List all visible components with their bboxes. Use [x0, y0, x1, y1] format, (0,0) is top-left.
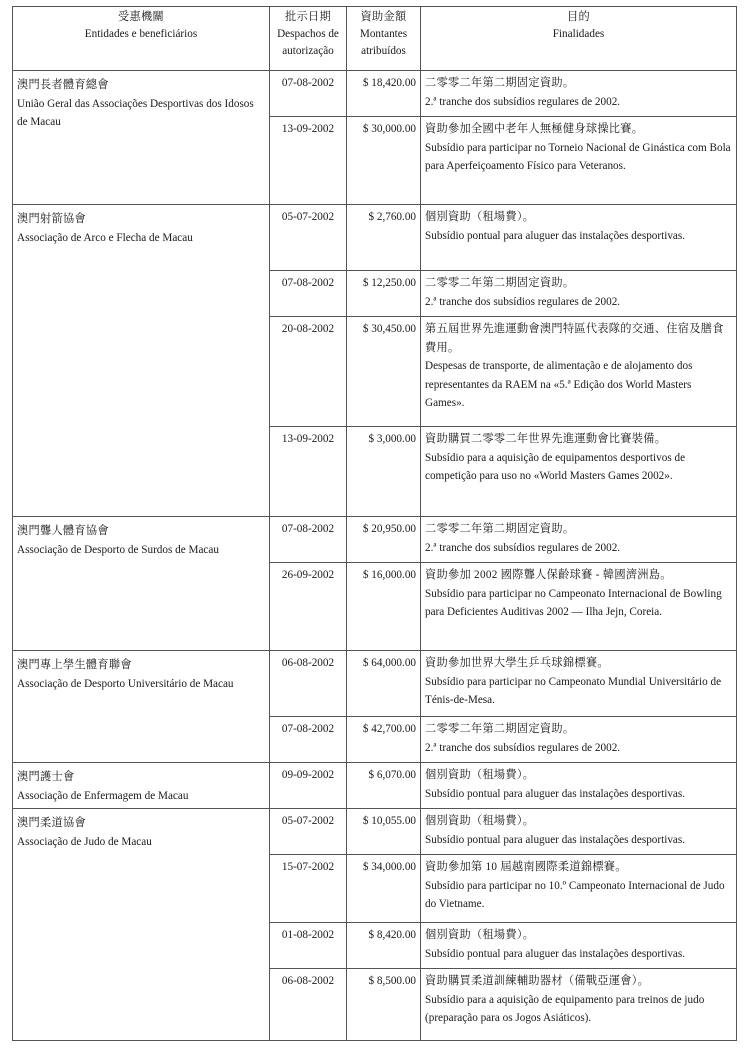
entity-name-zh: 澳門護士會 [17, 771, 75, 783]
date-cell: 06-08-2002 [270, 651, 347, 717]
purpose-cell [421, 71, 737, 117]
purpose-cell [421, 763, 737, 809]
header-date [270, 7, 347, 71]
purpose-pt: Despesas de transporte, de alimentação e de alojamento dos representantes da RAEM na «5.ª Edição dos World Masters Games». [425, 360, 693, 409]
entity-name-zh: 澳門長者體育總會 [17, 79, 109, 91]
amount-cell: $ 10,055.00 [347, 809, 421, 855]
amount-cell: $ 20,950.00 [347, 517, 421, 563]
purpose-pt: 2.ª tranche dos subsídios regulares de 2002. [425, 95, 621, 108]
entity-name-pt: Associação de Desporto Universitário de Macau [17, 677, 234, 690]
amount-cell: $ 42,700.00 [347, 717, 421, 763]
amount-cell: $ 34,000.00 [347, 855, 421, 923]
purpose-zh: 二零零二年第二期固定資助。 [425, 523, 575, 535]
purpose-zh: 個別資助（租場費）。 [425, 211, 535, 223]
amount-cell: $ 6,070.00 [347, 763, 421, 809]
entity-cell [13, 71, 270, 205]
purpose-cell [421, 809, 737, 855]
header-purpose-pt: Finalidades [552, 28, 605, 40]
purpose-cell [421, 651, 737, 717]
purpose-zh: 個別資助（租場費）。 [425, 815, 535, 827]
amount-cell: $ 8,420.00 [347, 923, 421, 969]
amount-cell: $ 64,000.00 [347, 651, 421, 717]
header-entities-zh: 受惠機關 [118, 11, 164, 23]
purpose-pt: Subsídio pontual para aluguer das instalações desportivas. [425, 833, 686, 846]
date-cell: 26-09-2002 [270, 563, 347, 651]
header-entities [13, 7, 270, 71]
purpose-cell [421, 271, 737, 317]
purpose-pt: Subsídio pontual para aluguer das instalações desportivas. [425, 229, 686, 242]
date-cell: 13-09-2002 [270, 117, 347, 205]
table-row [13, 205, 737, 271]
entity-name-pt: Associação de Desporto de Surdos de Macau [17, 543, 219, 556]
amount-cell: $ 12,250.00 [347, 271, 421, 317]
purpose-pt: 2.ª tranche dos subsídios regulares de 2002. [425, 295, 621, 308]
date-cell: 06-08-2002 [270, 969, 347, 1041]
purpose-zh: 資助參加全國中老年人無極健身球操比賽。 [425, 123, 644, 135]
entity-cell [13, 205, 270, 517]
purpose-zh: 資助參加世界大學生乒乓球錦標賽。 [425, 657, 609, 669]
table-body [13, 71, 737, 1041]
amount-cell: $ 8,500.00 [347, 969, 421, 1041]
purpose-cell [421, 717, 737, 763]
header-amount [347, 7, 421, 71]
entity-name-zh: 澳門射箭協會 [17, 213, 86, 225]
amount-cell: $ 18,420.00 [347, 71, 421, 117]
entity-cell [13, 517, 270, 651]
date-cell: 09-09-2002 [270, 763, 347, 809]
entity-name-pt: Associação de Enfermagem de Macau [17, 789, 189, 802]
purpose-zh: 二零零二年第二期固定資助。 [425, 723, 575, 735]
entity-name-zh: 澳門聾人體育協會 [17, 525, 109, 537]
purpose-cell [421, 317, 737, 427]
purpose-pt: Subsídio pontual para aluguer das instalações desportivas. [425, 947, 686, 960]
header-date-pt: Despachos de autorização [277, 28, 339, 57]
purpose-zh: 第五屆世界先進運動會澳門特區代表隊的交通、住宿及膳食費用。 [425, 323, 724, 354]
date-cell: 07-08-2002 [270, 717, 347, 763]
purpose-cell [421, 923, 737, 969]
date-cell: 07-08-2002 [270, 517, 347, 563]
table-row [13, 71, 737, 117]
amount-cell: $ 30,000.00 [347, 117, 421, 205]
entity-name-pt: União Geral das Associações Desportivas dos Idosos de Macau [17, 97, 254, 128]
entity-cell [13, 651, 270, 763]
purpose-zh: 個別資助（租場費）。 [425, 929, 535, 941]
purpose-zh: 資助參加 2002 國際聾人保齡球賽 - 韓國濟洲島。 [425, 569, 672, 581]
amount-cell: $ 16,000.00 [347, 563, 421, 651]
entity-name-pt: Associação de Judo de Macau [17, 835, 152, 848]
amount-cell: $ 30,450.00 [347, 317, 421, 427]
header-date-zh: 批示日期 [285, 11, 331, 23]
entity-cell [13, 809, 270, 1041]
table-row [13, 517, 737, 563]
table-header [13, 7, 737, 71]
date-cell: 01-08-2002 [270, 923, 347, 969]
purpose-zh: 資助參加第 10 屆越南國際柔道錦標賽。 [425, 861, 627, 873]
entity-cell [13, 763, 270, 809]
purpose-pt: 2.ª tranche dos subsídios regulares de 2002. [425, 541, 621, 554]
purpose-pt: 2.ª tranche dos subsídios regulares de 2002. [425, 741, 621, 754]
table-row [13, 763, 737, 809]
purpose-zh: 資助購買柔道訓練輔助器材（備戰亞運會）。 [425, 975, 650, 987]
date-cell: 15-07-2002 [270, 855, 347, 923]
date-cell: 20-08-2002 [270, 317, 347, 427]
purpose-pt: Subsídio para participar no Torneio Nacional de Ginástica com Bola para Aperfeiçoamento Físico para Veteranos. [425, 141, 731, 172]
date-cell: 05-07-2002 [270, 809, 347, 855]
purpose-cell [421, 563, 737, 651]
purpose-zh: 資助購買二零零二年世界先進運動會比賽裝備。 [425, 433, 667, 445]
header-amount-zh: 資助金額 [360, 11, 407, 23]
purpose-pt: Subsídio para a aquisição de equipamento para treinos de judo (preparação para os Jogos Asiáticos). [425, 993, 705, 1024]
table-row [13, 651, 737, 717]
date-cell: 07-08-2002 [270, 271, 347, 317]
subsidy-table [12, 6, 737, 1041]
date-cell: 05-07-2002 [270, 205, 347, 271]
purpose-cell [421, 205, 737, 271]
purpose-pt: Subsídio para participar no Campeonato Mundial Universitário de Ténis-de-Mesa. [425, 675, 722, 706]
purpose-zh: 個別資助（租場費）。 [425, 769, 535, 781]
purpose-pt: Subsídio para a aquisição de equipamentos desportivos de competição para uso no «World Masters Games 2002». [425, 451, 686, 482]
purpose-pt: Subsídio para participar no 10.º Campeonato Internacional de Judo do Vietname. [425, 879, 725, 910]
entity-name-pt: Associação de Arco e Flecha de Macau [17, 231, 193, 244]
amount-cell: $ 3,000.00 [347, 427, 421, 517]
date-cell: 13-09-2002 [270, 427, 347, 517]
purpose-zh: 二零零二年第二期固定資助。 [425, 277, 575, 289]
purpose-pt: Subsídio para participar no Campeonato Internacional de Bowling para Deficientes Auditivas 2002 — Ilha Jejn, Coreia. [425, 587, 722, 618]
purpose-cell [421, 517, 737, 563]
table-row [13, 809, 737, 855]
header-entities-pt: Entidades e beneficiários [84, 28, 198, 40]
purpose-cell [421, 969, 737, 1041]
date-cell: 07-08-2002 [270, 71, 347, 117]
purpose-cell [421, 117, 737, 205]
header-amount-pt: Montantes atribuídos [359, 28, 408, 57]
purpose-pt: Subsídio pontual para aluguer das instalações desportivas. [425, 787, 686, 800]
purpose-cell [421, 855, 737, 923]
purpose-cell [421, 427, 737, 517]
amount-cell: $ 2,760.00 [347, 205, 421, 271]
header-purpose-zh: 目的 [567, 11, 590, 23]
entity-name-zh: 澳門柔道協會 [17, 817, 86, 829]
purpose-zh: 二零零二年第二期固定資助。 [425, 77, 575, 89]
entity-name-zh: 澳門專上學生體育聯會 [17, 659, 132, 671]
header-purpose [421, 7, 737, 71]
